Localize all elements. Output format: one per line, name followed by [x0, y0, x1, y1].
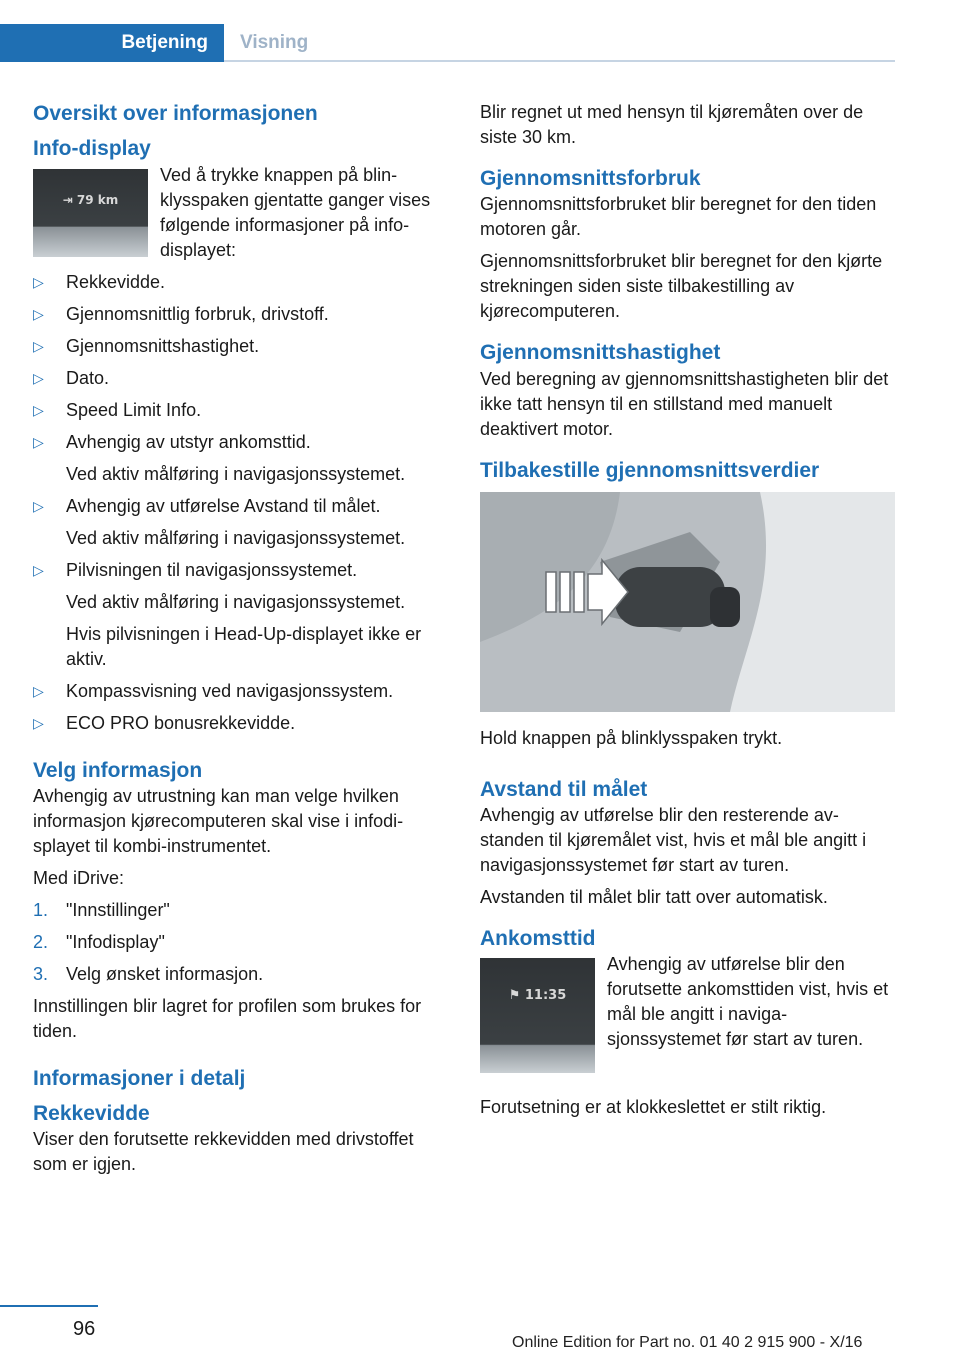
step-text: "Infodisplay": [66, 931, 165, 952]
step-number: 3.: [33, 963, 49, 984]
step-text: "Innstillinger": [66, 899, 170, 920]
list-item-text: Dato.: [66, 367, 110, 388]
heading-forbruk: Gjennomsnittsforbruk: [480, 167, 701, 190]
hastighet-text: Ved beregning av gjennomsnittshastigheten blir det ikke tatt hensyn til en stillstand med manuelt deaktivert motor.: [480, 368, 889, 439]
forbruk-text-2: Gjennomsnittsforbruket blir beregnet for den kjørte strekningen siden siste tilbakestilling av kjørecomputeren.: [480, 251, 883, 322]
page-number: 96: [73, 1318, 96, 1340]
range-readout: ⇥ 79 km: [62, 192, 119, 207]
heading-hastighet: Gjennomsnittshastighet: [480, 341, 721, 365]
triangle-bullet-icon: ▷: [33, 401, 44, 418]
triangle-bullet-icon: ▷: [33, 497, 44, 514]
list-item-text: Rekkevidde.: [66, 271, 166, 292]
lever-illustration: [480, 492, 895, 712]
ankomst-text: Avhengig av utførelse blir den forutsette ankomsttiden vist, hvis et mål ble angitt i navigasjonssystemet før start av turen.: [607, 954, 889, 1050]
step-number: 1.: [33, 899, 49, 920]
list-item-text: Gjennomsnittlig forbruk, drivstoff.: [66, 303, 329, 324]
triangle-bullet-icon: ▷: [33, 369, 44, 386]
triangle-bullet-icon: ▷: [33, 337, 44, 354]
edition-text: Online Edition for Part no. 01 40 2 915 900 - X/16: [512, 1334, 863, 1351]
forbruk-text-1: Gjennomsnittsforbruket blir beregnet for den tiden motoren går.: [480, 194, 877, 240]
section-tabs: [0, 24, 895, 62]
heading-avstand: Avstand til målet: [480, 777, 648, 801]
list-item-text: Speed Limit Info.: [66, 399, 202, 420]
blir-regnet-text: Blir regnet ut med hensyn til kjøremåten over de siste 30 km.: [480, 102, 864, 147]
step-item: [33, 962, 443, 987]
heading-oversikt: Oversikt over informasjonen: [33, 102, 318, 125]
arrival-time-image: [480, 958, 595, 1073]
triangle-bullet-icon: ▷: [33, 682, 44, 699]
step-item: [33, 930, 443, 955]
list-item: [33, 302, 443, 327]
infodisplay-text: Ved å trykke knappen på blinklysspaken gjentatte ganger vises følgende informasjoner på info-displayet:: [160, 164, 431, 260]
triangle-bullet-icon: ▷: [33, 433, 44, 450]
heading-infodisplay: Info-display: [33, 137, 151, 161]
steps-list: [33, 898, 443, 987]
list-item: [33, 711, 443, 736]
lagret-text: Innstillingen blir lagret for profilen som brukes for tiden.: [33, 995, 422, 1041]
list-item-text: ECO PRO bonusrekkevidde.: [66, 712, 296, 733]
list-item: [33, 430, 443, 487]
velg-text: Avhengig av utrustning kan man velge hvilken informasjon kjørecomputeren skal vise i infodisplayet til kombi-instrumentet.: [33, 785, 404, 856]
range-readout-value: 79 km: [76, 192, 119, 207]
list-item: [33, 398, 443, 423]
heading-velg: Velg informasjon: [33, 758, 203, 782]
left-column: [33, 100, 443, 1184]
arrival-readout: ⚑ 11:35: [508, 988, 567, 1004]
heading-rekkevidde: Rekkevidde: [33, 1102, 150, 1126]
med-idrive-text: Med iDrive:: [33, 867, 125, 888]
list-item-text: Kompassvisning ved navigasjonssystem.: [66, 680, 394, 701]
tab-divider: [224, 60, 895, 62]
forutsetning-text: Forutsetning er at klokkeslettet er stilt riktig.: [480, 1097, 827, 1118]
info-list: [33, 302, 443, 736]
list-item-rekkevidde: [33, 270, 443, 295]
list-item-text: Pilvisningen til navigasjonssystemet.: [66, 559, 358, 580]
arrival-readout-value: 11:35: [524, 988, 567, 1004]
tab-betjening[interactable]: Betjening: [0, 24, 224, 62]
heading-detalj: Informasjoner i detalj: [33, 1066, 246, 1090]
heading-tilbakestille: Tilbakestille gjennomsnittsverdier: [480, 458, 820, 482]
turn-signal-lever-photo: [480, 492, 895, 712]
triangle-bullet-icon: ▷: [33, 561, 44, 578]
list-item: [33, 334, 443, 359]
avstand-auto-text: Avstanden til målet blir tatt over automatisk.: [480, 887, 828, 908]
list-item: [33, 494, 443, 551]
tab-visning[interactable]: Visning: [240, 32, 309, 53]
infodisplay-range-image: [33, 169, 148, 257]
triangle-bullet-icon: ▷: [33, 714, 44, 731]
hold-text: Hold knappen på blinklysspaken trykt.: [480, 727, 783, 748]
list-item-note: Ved aktiv målføring i navigasjonssystemet.: [66, 463, 406, 484]
footer-rule: [0, 1305, 98, 1307]
rekkevidde-text: Viser den forutsette rekkevidden med drivstoffet som er igjen.: [33, 1129, 414, 1175]
triangle-bullet-icon: ▷: [33, 273, 44, 290]
list-item: [33, 679, 443, 704]
list-item-note: Ved aktiv målføring i navigasjonssystemet.: [66, 591, 406, 612]
step-text: Velg ønsket informasjon.: [66, 963, 264, 984]
list-item-note: Ved aktiv målføring i navigasjonssystemet.: [66, 527, 406, 548]
step-number: 2.: [33, 931, 49, 952]
list-item-text: Gjennomsnittshastighet.: [66, 335, 260, 356]
step-item: [33, 898, 443, 923]
list-item-text: Avhengig av utstyr ankomsttid.: [66, 431, 311, 452]
list-item-text: Avhengig av utførelse Avstand til målet.: [66, 495, 381, 516]
avstand-text: Avhengig av utførelse blir den resterende avstanden til kjøremålet vist, hvis et mål ble angitt i navigasjonssystemet før start av turen.: [480, 805, 867, 876]
right-column: [480, 100, 895, 1127]
list-item-note: Hvis pilvisningen i Head-Up-displayet ikke er aktiv.: [66, 623, 422, 669]
triangle-bullet-icon: ▷: [33, 305, 44, 322]
list-item: [33, 558, 443, 672]
list-item: [33, 366, 443, 391]
heading-ankomsttid: Ankomsttid: [480, 927, 596, 951]
